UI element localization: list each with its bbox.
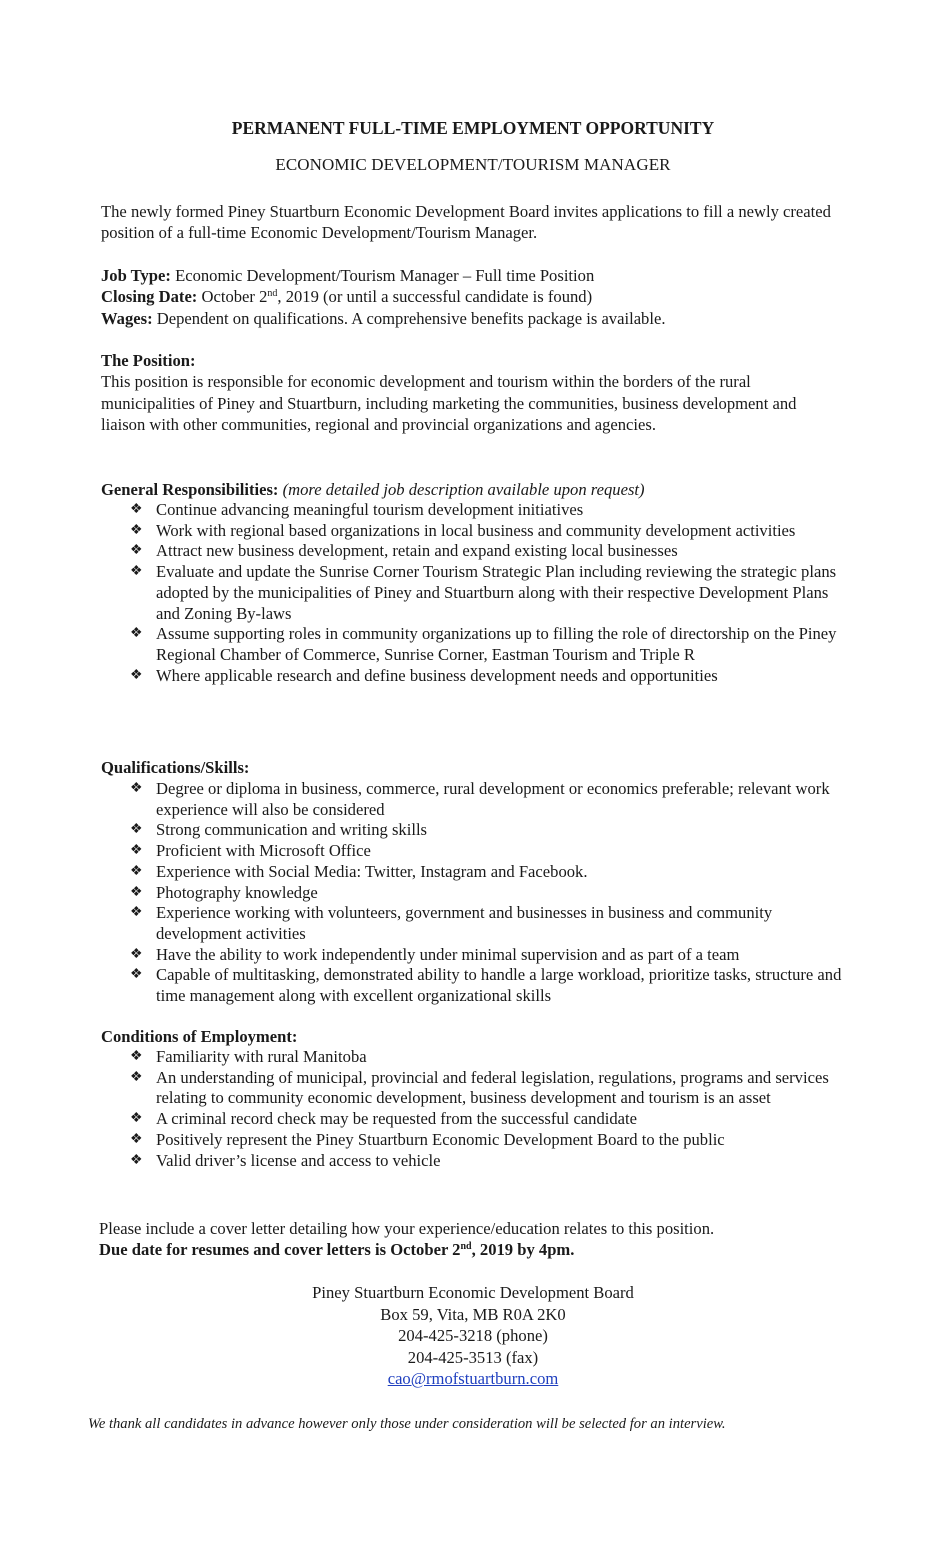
wages-value: Dependent on qualifications. A comprehensive benefits package is available. [152,308,666,328]
list-item: ❖ Attract new business development, retain and expand existing local businesses [130,541,678,561]
closing-date-value: October 2 [197,287,268,307]
responsibilities-list [130,500,842,686]
diamond-bullet-icon: ❖ [130,564,143,580]
diamond-bullet-icon: ❖ [130,863,143,879]
contact-phone: 204-425-3218 (phone) [398,1326,548,1345]
list-item: ❖ An understanding of municipal, provincial and federal legislation, regulations, programs and services relating to community economic development, business development and tourism is an asset [130,1067,829,1108]
closing-date-line [101,286,841,307]
list-item: ❖ Have the ability to work independently under minimal supervision and as part of a team [130,944,740,964]
diamond-bullet-icon: ❖ [130,1069,143,1085]
contact-address: Box 59, Vita, MB R0A 2K0 [380,1304,566,1324]
position-section [101,350,841,435]
diamond-bullet-icon: ❖ [130,1152,143,1168]
closing-date-rest: , 2019 (or until a successful candidate is found) [277,287,593,307]
conditions-list [130,1047,842,1171]
diamond-bullet-icon: ❖ [130,1131,143,1147]
closing-date-sup: nd [267,288,278,300]
diamond-bullet-icon: ❖ [130,1111,143,1127]
job-type-line [101,265,841,286]
job-type-label: Job Type: [101,266,171,285]
list-item: ❖ Work with regional based organizations in local business and community development activities [130,520,796,540]
list-item: ❖ Capable of multitasking, demonstrated ability to handle a large workload, prioritize tasks, structure and time management along with excellent organizational skills [130,965,842,1006]
contact-email-link[interactable]: cao@rmofstuartburn.com [387,1369,559,1388]
diamond-bullet-icon: ❖ [130,626,143,642]
list-item: ❖ Evaluate and update the Sunrise Corner Tourism Strategic Plan including reviewing the strategic plans adopted by the municipalities of Piney and Stuartburn along with their respective Development Plans and Zoning By-laws [130,562,837,623]
responsibilities-heading: General Responsibilities: [101,480,279,499]
list-item: ❖ A criminal record check may be requested from the successful candidate [130,1109,638,1129]
wages-label: Wages: [101,308,153,328]
list-item: ❖ Continue advancing meaningful tourism development initiatives [130,500,584,519]
contact-block [0,1282,946,1390]
list-item: ❖ Assume supporting roles in community organizations up to filling the role of directorship on the Piney Regional Chamber of Commerce, Sunrise Corner, Eastman Tourism and Triple R [130,624,837,664]
conditions-heading: Conditions of Employment: [101,1027,298,1046]
diamond-bullet-icon: ❖ [130,967,143,983]
intro-paragraph: The newly formed Piney Stuartburn Economic Development Board invites applications to fill a newly created position of a full-time Economic Development/Tourism Manager. [101,202,831,243]
due-date-line: Due date for resumes and cover letters is October 2nd, 2019 by 4pm. [99,1240,575,1260]
list-item: ❖ Photography knowledge [130,882,318,902]
diamond-bullet-icon: ❖ [130,502,143,517]
diamond-bullet-icon: ❖ [130,543,143,559]
cover-letter-section [99,1218,839,1261]
diamond-bullet-icon: ❖ [130,822,143,838]
document-heading: PERMANENT FULL-TIME EMPLOYMENT OPPORTUNITY [231,118,715,138]
list-item: ❖ Where applicable research and define business development needs and opportunities [130,665,718,685]
job-type-value: Economic Development/Tourism Manager – Full time Position [170,266,595,285]
footer-note: We thank all candidates in advance however only those under consideration will be selected for an interview. [88,1416,726,1432]
list-item: ❖ Strong communication and writing skills [130,820,428,840]
diamond-bullet-icon: ❖ [130,781,143,796]
wages-line [101,308,841,329]
qualifications-heading: Qualifications/Skills: [101,758,250,777]
contact-fax: 204-425-3513 (fax) [407,1347,539,1367]
qualifications-list [130,779,842,1007]
diamond-bullet-icon: ❖ [130,884,143,900]
document-subheading: ECONOMIC DEVELOPMENT/TOURISM MANAGER [275,155,671,174]
list-item: ❖ Familiarity with rural Manitoba [130,1047,367,1066]
diamond-bullet-icon: ❖ [130,522,143,538]
position-text: This position is responsible for economic development and tourism within the borders of the rural municipalities of Piney and Stuartburn, including marketing the communities, business development and liaison with other communities, regional and provincial organizations and agencies. [101,372,797,434]
diamond-bullet-icon: ❖ [130,667,143,683]
contact-org: Piney Stuartburn Economic Development Board [312,1283,634,1302]
list-item: ❖ Experience working with volunteers, government and businesses in business and community development activities [130,903,773,943]
cover-letter-text: Please include a cover letter detailing how your experience/education relates to this position. [99,1219,715,1238]
list-item: ❖ Positively represent the Piney Stuartburn Economic Development Board to the public [130,1129,725,1149]
list-item: ❖ Proficient with Microsoft Office [130,841,371,861]
responsibilities-note: (more detailed job description available upon request) [282,480,645,499]
diamond-bullet-icon: ❖ [130,905,143,921]
diamond-bullet-icon: ❖ [130,843,143,859]
responsibilities-heading-line [101,479,841,500]
due-date-sup: nd [460,1241,472,1253]
diamond-bullet-icon: ❖ [130,946,143,962]
list-item: ❖ Degree or diploma in business, commerce, rural development or economics preferable; relevant work experience will also be considered [130,779,830,819]
job-details [101,265,841,329]
position-heading: The Position: [101,351,196,370]
diamond-bullet-icon: ❖ [130,1049,143,1064]
list-item: ❖ Valid driver’s license and access to vehicle [130,1150,441,1170]
closing-date-label: Closing Date: [101,287,198,307]
list-item: ❖ Experience with Social Media: Twitter, Instagram and Facebook. [130,861,588,881]
